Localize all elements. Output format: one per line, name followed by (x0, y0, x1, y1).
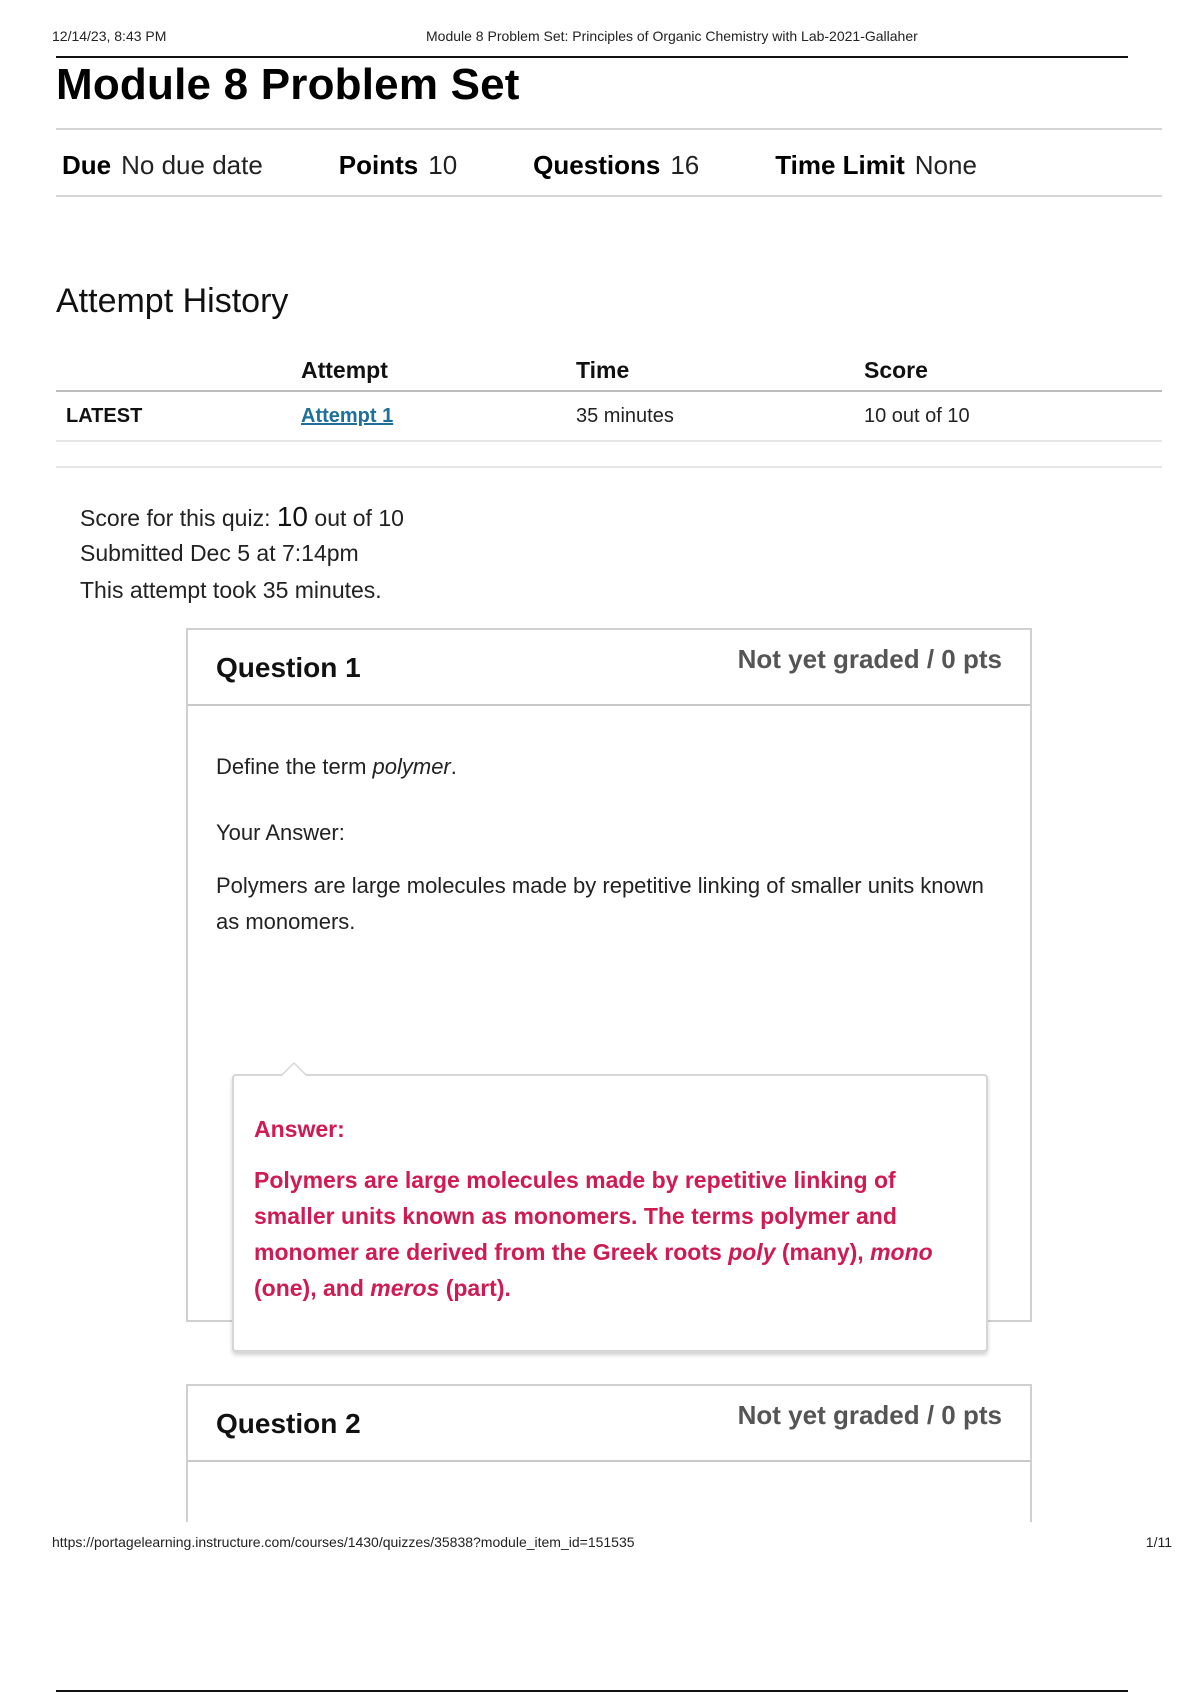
print-document-title: Module 8 Problem Set: Principles of Organic Chemistry with Lab-2021-Gallaher (426, 28, 918, 44)
meta-points-value: 10 (428, 149, 458, 180)
question-1-points: Not yet graded / 0 pts (737, 644, 1002, 674)
table-bottom-divider (56, 466, 1162, 468)
question-2-points: Not yet graded / 0 pts (737, 1400, 1002, 1430)
print-date: 12/14/23, 8:43 PM (52, 28, 167, 44)
meta-questions (533, 150, 699, 181)
answer-part: (many), (775, 1239, 871, 1265)
score-suffix: out of 10 (308, 505, 404, 531)
next-page-divider (56, 1690, 1128, 1692)
table-header-row (56, 350, 1162, 392)
question-1-body (188, 706, 1030, 1301)
meta-questions-value: 16 (670, 149, 700, 180)
answer-label: Answer: (254, 1116, 345, 1142)
meta-due (62, 150, 263, 181)
callout-pointer (280, 1062, 308, 1076)
header-divider (56, 56, 1128, 58)
score-value: 10 (276, 501, 309, 532)
meta-bottom-divider (56, 195, 1162, 197)
attempt-cell (301, 392, 393, 440)
question-1-card (186, 628, 1032, 1322)
question-1-header (188, 630, 1030, 706)
question-1-prompt (216, 754, 1002, 780)
question-1-title: Question 1 (216, 652, 361, 683)
answer-term-meros: meros (370, 1275, 440, 1301)
quiz-score-line (80, 498, 404, 535)
quiz-summary (80, 498, 404, 609)
meta-top-divider (56, 128, 1162, 130)
prompt-suffix: . (450, 754, 457, 779)
answer-text (254, 1162, 966, 1306)
attempt-history-table (56, 350, 1162, 442)
page-title: Module 8 Problem Set (56, 60, 520, 109)
your-answer-label: Your Answer: (216, 820, 345, 845)
print-url: https://portagelearning.instructure.com/courses/1430/quizzes/35838?module_item_id=151535 (52, 1534, 635, 1550)
meta-points-label: Points (338, 149, 419, 180)
latest-tag: LATEST (66, 405, 143, 427)
meta-time-limit-label: Time Limit (775, 149, 905, 180)
prompt-prefix: Define the term (216, 754, 373, 779)
column-header-attempt: Attempt (301, 357, 388, 383)
correct-answer-callout (232, 1074, 988, 1352)
answer-term-poly: poly (728, 1239, 776, 1265)
column-header-score: Score (864, 357, 928, 383)
answer-part: Polymers are large molecules made by repetitive linking of smaller units known as monomers. The terms polymer and monomer are derived from the Greek roots (254, 1167, 897, 1265)
score-cell: 10 out of 10 (864, 405, 970, 427)
meta-due-value: No due date (121, 149, 263, 180)
meta-points (339, 150, 457, 181)
column-header-time: Time (576, 357, 630, 383)
question-2-title: Question 2 (216, 1408, 361, 1439)
meta-time-limit-value: None (914, 149, 977, 180)
meta-due-label: Due (62, 149, 112, 180)
print-header (52, 28, 1130, 50)
attempt-history-heading: Attempt History (56, 282, 289, 320)
answer-part: (part). (439, 1275, 511, 1301)
meta-questions-label: Questions (533, 149, 661, 180)
answer-term-mono: mono (870, 1239, 933, 1265)
submitted-line: Submitted Dec 5 at 7:14pm (80, 540, 359, 566)
meta-time-limit (775, 150, 977, 181)
attempt-1-link[interactable]: Attempt 1 (301, 405, 394, 427)
page-number: 1/11 (1145, 1534, 1172, 1550)
duration-line: This attempt took 35 minutes. (80, 577, 382, 603)
time-cell: 35 minutes (576, 405, 674, 427)
score-prefix: Score for this quiz: (80, 505, 277, 531)
your-answer-text: Polymers are large molecules made by repetitive linking of smaller units known as monomers. (216, 873, 984, 934)
quiz-meta-bar (62, 148, 1053, 182)
prompt-term: polymer (372, 754, 451, 779)
table-row (56, 392, 1162, 442)
answer-part: (one), and (254, 1275, 371, 1301)
question-2-header (188, 1386, 1030, 1462)
